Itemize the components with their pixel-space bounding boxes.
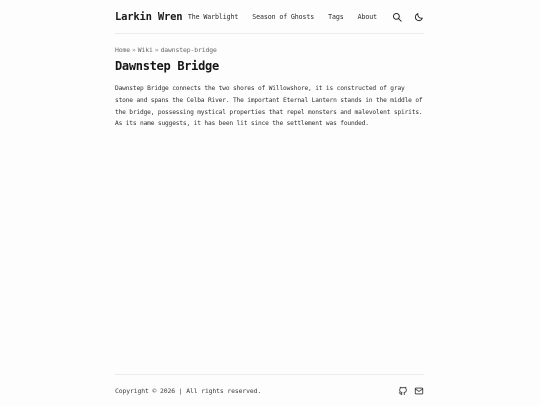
breadcrumb-home[interactable]: Home [115, 46, 130, 54]
search-icon [392, 12, 402, 22]
nav-link-season-of-ghosts[interactable]: Season of Ghosts [252, 12, 315, 21]
nav-link-tags[interactable]: Tags [328, 12, 344, 21]
nav-link-the-warblight[interactable]: The Warblight [187, 12, 239, 21]
email-link[interactable] [414, 386, 424, 396]
github-icon [398, 386, 408, 396]
breadcrumb-current: dawnstep-bridge [160, 46, 217, 54]
breadcrumb-separator: » [132, 46, 136, 54]
social-links [392, 386, 424, 396]
breadcrumb-wiki[interactable]: Wiki [137, 46, 153, 54]
search-button[interactable] [391, 11, 402, 22]
main-nav [188, 11, 424, 22]
site-footer [115, 374, 424, 406]
page-title: Dawnstep Bridge [115, 59, 219, 73]
main-content [115, 46, 424, 130]
theme-toggle-button[interactable] [413, 11, 424, 22]
moon-icon [414, 12, 424, 22]
nav-link-about[interactable]: About [357, 12, 377, 21]
mail-icon [414, 386, 424, 396]
site-title-link[interactable]: Larkin Wren [115, 10, 183, 23]
copyright-text: Copyright © 2026 | All rights reserved. [115, 386, 262, 395]
breadcrumb [115, 46, 424, 54]
site-header [115, 0, 424, 34]
article-body: Dawnstep Bridge connects the two shores of Willowshore, it is constructed of gray stone and spans the Celba River. The important Eternal Lantern stands in the middle of the bridge, possessing mystical properties that repel monsters and malevolent spirits. As its name suggests, it has been lit since the settlement was founded. [115, 85, 423, 128]
breadcrumb-separator: » [154, 46, 159, 54]
github-link[interactable] [398, 386, 408, 396]
